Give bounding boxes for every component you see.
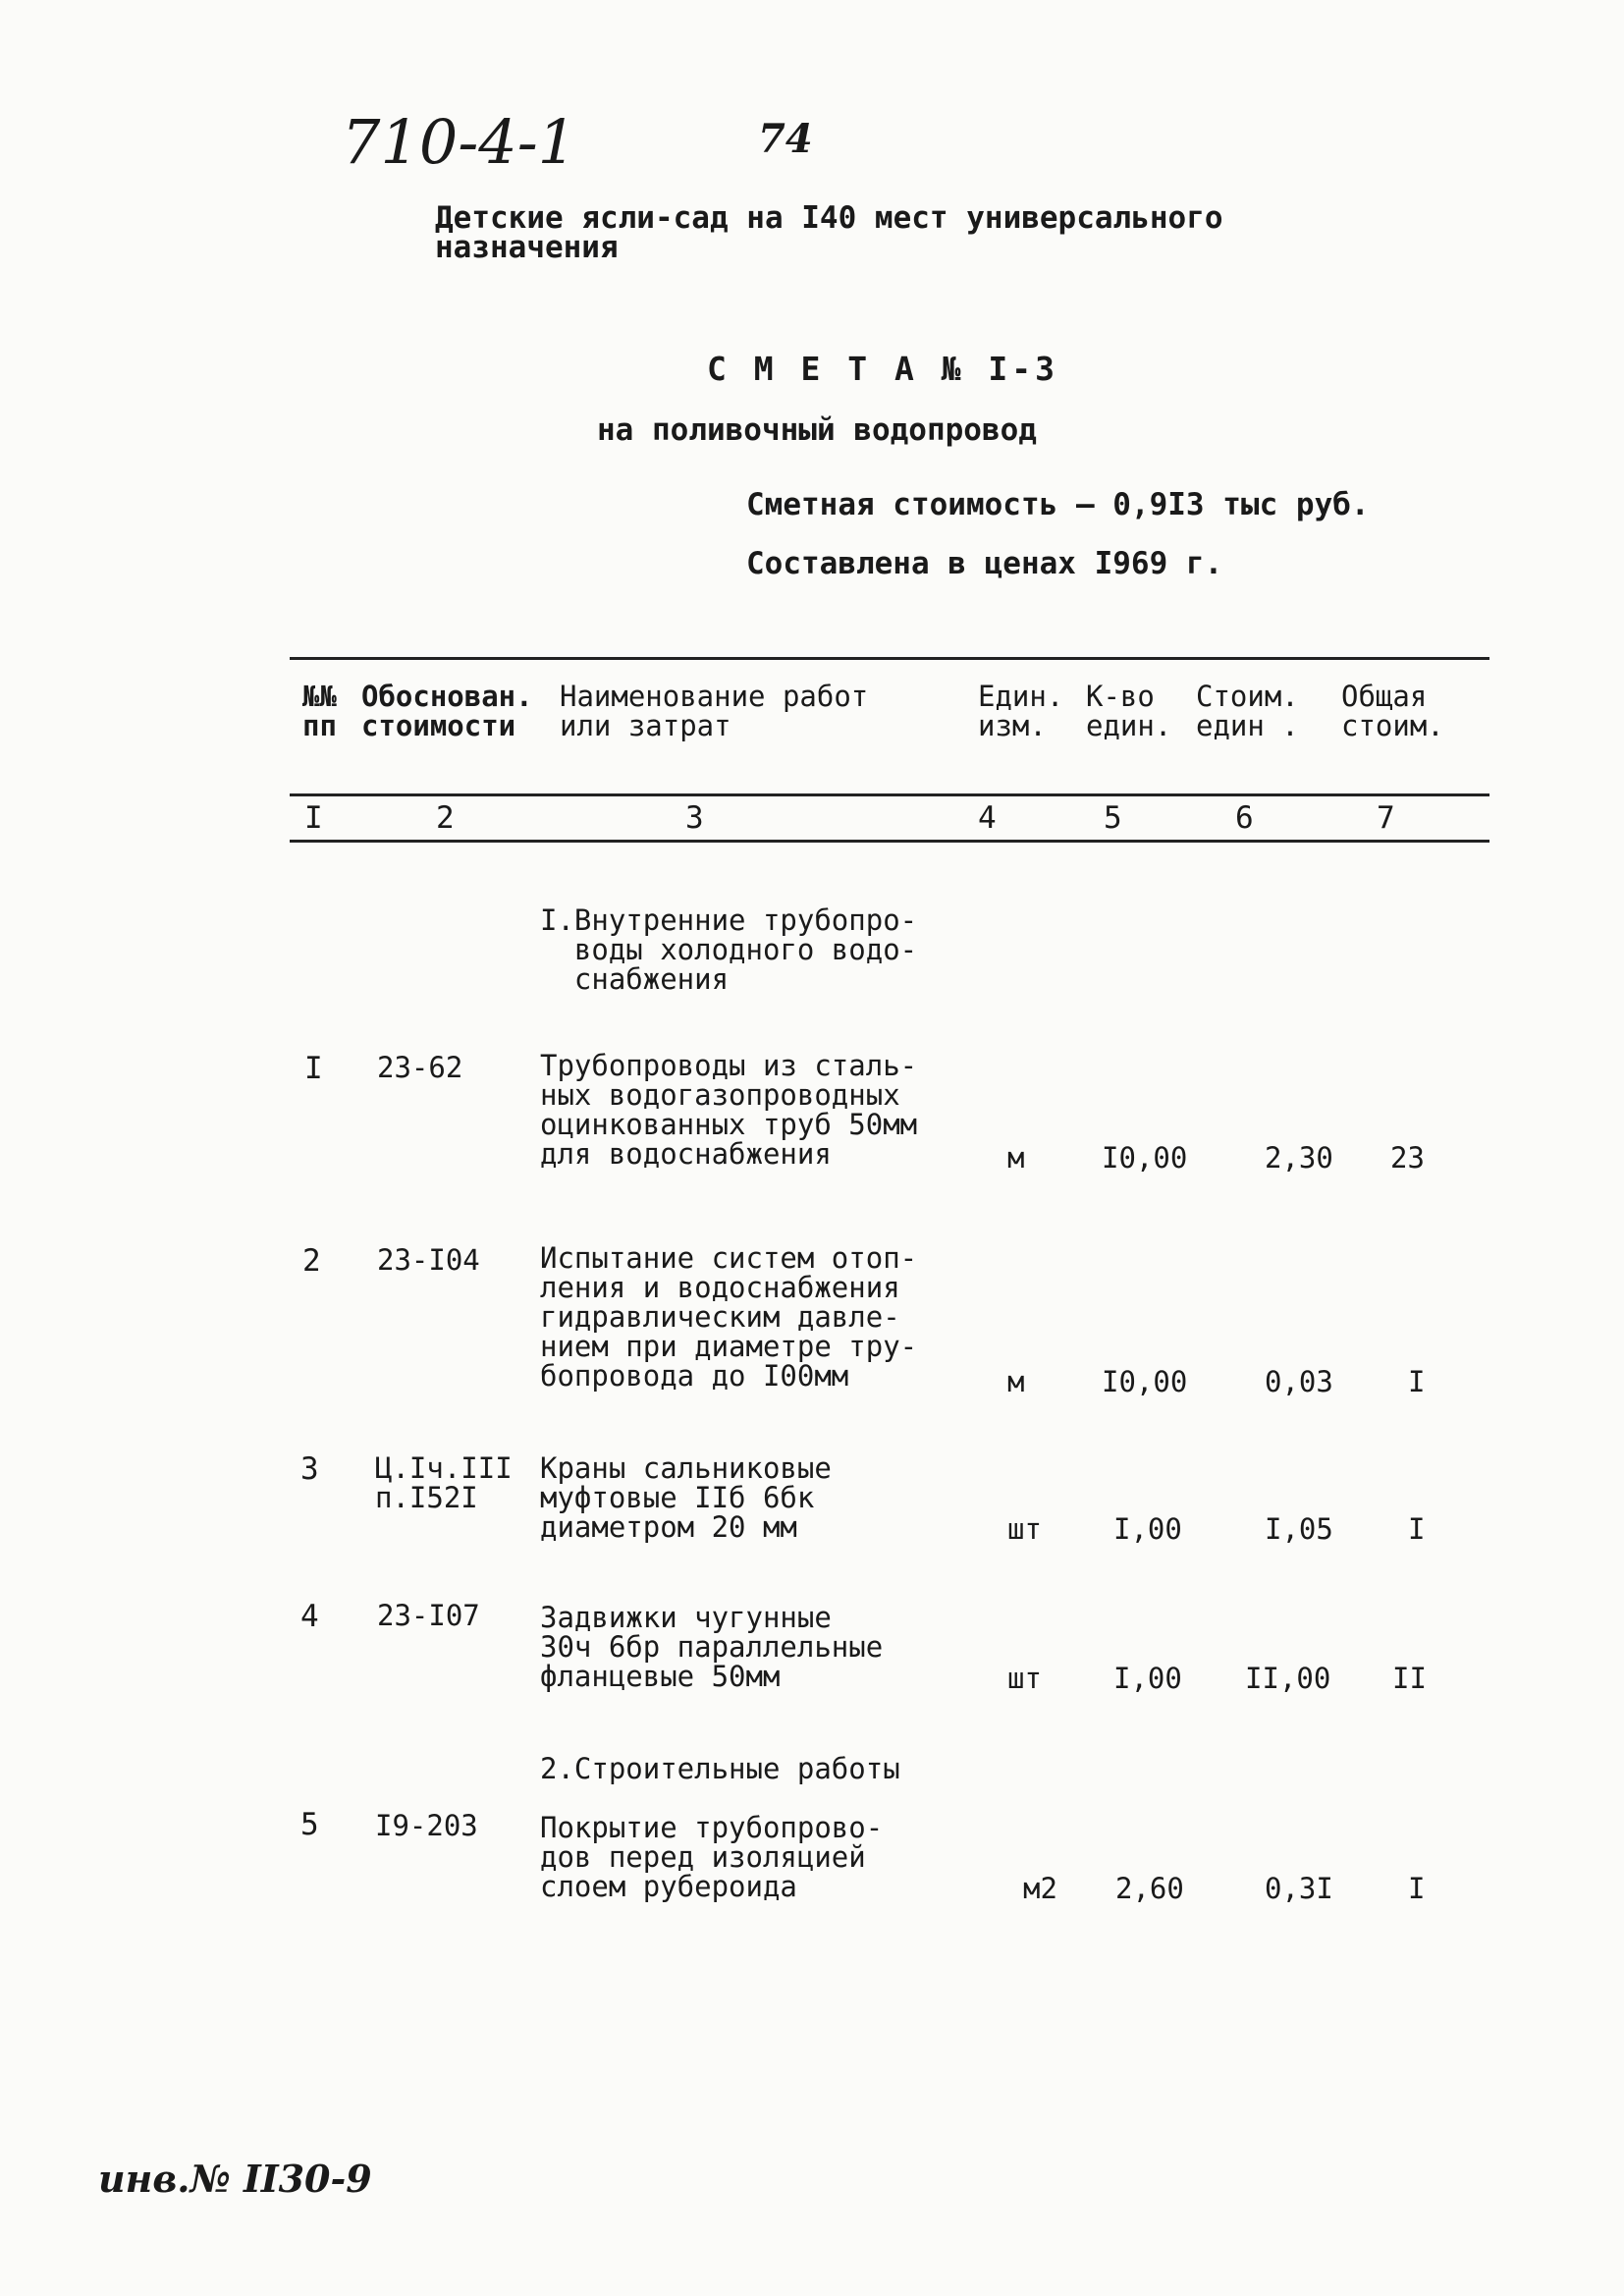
col-number-6: 6	[1235, 800, 1254, 836]
table-row-number: 3	[300, 1451, 319, 1487]
doc-title: С М Е Т А № I-3	[707, 350, 1059, 388]
col-header-qty: К-во един.	[1086, 680, 1172, 742]
table-row-qty: I,00	[1113, 1512, 1182, 1546]
table-row-unit: шт	[1007, 1512, 1042, 1546]
table-row-qty: I0,00	[1102, 1365, 1188, 1398]
col-number-5: 5	[1104, 800, 1122, 836]
col-header-price: Стоим. един .	[1196, 680, 1299, 742]
table-row-price: 2,30	[1265, 1141, 1333, 1175]
col-header-unit: Един. изм.	[978, 680, 1064, 742]
col-number-3: 3	[685, 800, 704, 836]
table-row-total: I	[1408, 1365, 1426, 1398]
col-header-number: №№ пп	[302, 680, 337, 742]
table-row-name: Задвижки чугунные 30ч 6бр параллельные фланцевые 50мм	[540, 1601, 884, 1693]
document-code: 710-4-1	[342, 106, 577, 178]
table-row-basis: Ц.Iч.III п.I52I	[375, 1451, 513, 1514]
section-title: I.Внутренние трубопро- воды холодного водо- снабжения	[540, 903, 918, 996]
col-number-4: 4	[978, 800, 997, 836]
col-number-2: 2	[436, 800, 455, 836]
table-row-price: II,00	[1245, 1662, 1331, 1695]
table-row-total: I	[1408, 1872, 1426, 1905]
col-header-basis: Обоснован. стоимости	[361, 680, 533, 742]
table-row-number: 5	[300, 1807, 319, 1842]
table-row-number: I	[304, 1051, 323, 1086]
table-row-name: Испытание систем отоп- ления и водоснабжения гидравлическим давле- нием при диаметре тру- бопровода до I00мм	[540, 1241, 918, 1393]
table-top-rule	[290, 657, 1489, 660]
table-row-qty: 2,60	[1115, 1872, 1184, 1905]
table-row-unit: м	[1007, 1365, 1025, 1398]
project-title-line2: назначения	[435, 230, 619, 265]
col-header-name: Наименование работ или затрат	[560, 680, 869, 742]
page-number: 74	[758, 116, 813, 162]
price-basis: Составлена в ценах I969 г.	[746, 546, 1223, 581]
header-divider	[290, 793, 1489, 796]
table-row-price: 0,03	[1265, 1365, 1333, 1398]
table-row-basis: 23-I04	[377, 1243, 480, 1277]
table-row-name: Краны сальниковые муфтовые IIб 6бк диаметром 20 мм	[540, 1451, 832, 1544]
project-title-line1: Детские ясли-сад на I40 мест универсального	[435, 200, 1223, 236]
col-number-1: I	[304, 800, 323, 836]
col-number-7: 7	[1377, 800, 1395, 836]
estimated-cost: Сметная стоимость – 0,9I3 тыс руб.	[746, 487, 1370, 522]
table-row-basis: 23-I07	[377, 1599, 480, 1632]
table-row-price: 0,3I	[1265, 1872, 1333, 1905]
table-numbers-rule	[290, 840, 1489, 843]
table-row-unit: шт	[1007, 1662, 1042, 1695]
table-row-basis: 23-62	[377, 1051, 463, 1084]
table-row-total: II	[1392, 1662, 1427, 1695]
table-row-total: I	[1408, 1512, 1426, 1546]
table-row-basis: I9-203	[375, 1809, 478, 1842]
table-row-price: I,05	[1265, 1512, 1333, 1546]
table-row-unit: м	[1007, 1141, 1025, 1175]
table-row-name: Покрытие трубопрово- дов перед изоляцией слоем рубероида	[540, 1811, 884, 1903]
table-row-number: 2	[302, 1243, 321, 1279]
table-row-total: 23	[1390, 1141, 1425, 1175]
col-header-total: Общая стоим.	[1341, 680, 1444, 742]
table-row-unit: м2	[1023, 1872, 1057, 1905]
section-title: 2.Строительные работы	[540, 1752, 900, 1785]
table-row-name: Трубопроводы из сталь- ных водогазопроводных оцинкованных труб 50мм для водоснабжения	[540, 1049, 918, 1171]
doc-subtitle: на поливочный водопровод	[597, 412, 1037, 448]
table-row-number: 4	[300, 1599, 319, 1634]
table-row-qty: I0,00	[1102, 1141, 1188, 1175]
table-row-qty: I,00	[1113, 1662, 1182, 1695]
inventory-number: инв.№ II30-9	[98, 2157, 372, 2201]
